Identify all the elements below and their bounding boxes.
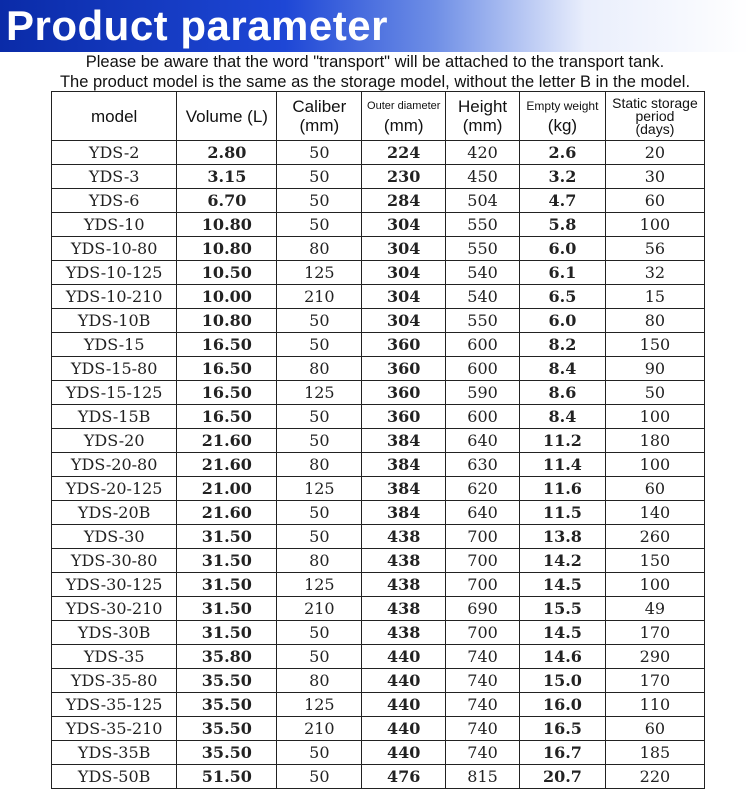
cell-empty-weight: 15.0: [519, 669, 605, 693]
cell-outer-diameter: 438: [362, 573, 446, 597]
cell-height: 550: [446, 213, 520, 237]
cell-height: 815: [446, 765, 520, 789]
table-row: [52, 549, 705, 573]
cell-outer-diameter: 304: [362, 261, 446, 285]
cell-caliber: 80: [277, 453, 362, 477]
cell-model: YDS-35-80: [52, 669, 177, 693]
cell-empty-weight: 8.4: [519, 405, 605, 429]
cell-caliber: 50: [277, 621, 362, 645]
cell-outer-diameter: 360: [362, 357, 446, 381]
cell-caliber: 80: [277, 357, 362, 381]
cell-caliber: 50: [277, 141, 362, 165]
cell-outer-diameter: 224: [362, 141, 446, 165]
cell-outer-diameter: 438: [362, 597, 446, 621]
cell-outer-diameter: 304: [362, 237, 446, 261]
cell-empty-weight: 8.4: [519, 357, 605, 381]
cell-storage-period: 50: [605, 381, 704, 405]
table-row: [52, 741, 705, 765]
page-title: Product parameter: [6, 2, 388, 49]
header-caliber-label: Caliber: [292, 97, 347, 116]
cell-height: 740: [446, 741, 520, 765]
cell-height: 640: [446, 501, 520, 525]
cell-storage-period: 100: [605, 453, 704, 477]
cell-volume: 6.70: [177, 189, 277, 213]
cell-volume: 10.50: [177, 261, 277, 285]
cell-storage-period: 100: [605, 405, 704, 429]
cell-model: YDS-20-80: [52, 453, 177, 477]
cell-height: 550: [446, 309, 520, 333]
cell-empty-weight: 8.6: [519, 381, 605, 405]
header-caliber: [277, 92, 362, 141]
cell-caliber: 80: [277, 237, 362, 261]
cell-empty-weight: 11.2: [519, 429, 605, 453]
cell-model: YDS-20: [52, 429, 177, 453]
cell-empty-weight: 20.7: [519, 765, 605, 789]
cell-empty-weight: 14.5: [519, 573, 605, 597]
cell-empty-weight: 6.5: [519, 285, 605, 309]
cell-volume: 35.80: [177, 645, 277, 669]
cell-height: 740: [446, 645, 520, 669]
cell-storage-period: 49: [605, 597, 704, 621]
cell-outer-diameter: 304: [362, 213, 446, 237]
cell-storage-period: 170: [605, 621, 704, 645]
cell-storage-period: 185: [605, 741, 704, 765]
cell-outer-diameter: 284: [362, 189, 446, 213]
cell-outer-diameter: 440: [362, 741, 446, 765]
header-height: [446, 92, 520, 141]
cell-empty-weight: 3.2: [519, 165, 605, 189]
table-row: [52, 717, 705, 741]
cell-volume: 31.50: [177, 525, 277, 549]
cell-model: YDS-15B: [52, 405, 177, 429]
table-row: [52, 309, 705, 333]
table-row: [52, 237, 705, 261]
table-row: [52, 381, 705, 405]
table-row: [52, 501, 705, 525]
table-row: [52, 141, 705, 165]
table-header-row: [52, 92, 705, 141]
cell-model: YDS-10: [52, 213, 177, 237]
cell-caliber: 210: [277, 597, 362, 621]
cell-model: YDS-30-125: [52, 573, 177, 597]
cell-storage-period: 15: [605, 285, 704, 309]
cell-height: 700: [446, 549, 520, 573]
table-row: [52, 429, 705, 453]
cell-volume: 3.15: [177, 165, 277, 189]
cell-empty-weight: 2.6: [519, 141, 605, 165]
table-row: [52, 405, 705, 429]
cell-volume: 10.80: [177, 237, 277, 261]
cell-height: 700: [446, 621, 520, 645]
cell-storage-period: 30: [605, 165, 704, 189]
table-row: [52, 285, 705, 309]
cell-height: 620: [446, 477, 520, 501]
cell-empty-weight: 14.6: [519, 645, 605, 669]
cell-model: YDS-15-125: [52, 381, 177, 405]
cell-empty-weight: 16.7: [519, 741, 605, 765]
cell-caliber: 50: [277, 333, 362, 357]
cell-storage-period: 32: [605, 261, 704, 285]
cell-model: YDS-15: [52, 333, 177, 357]
cell-storage-period: 180: [605, 429, 704, 453]
cell-model: YDS-2: [52, 141, 177, 165]
cell-outer-diameter: 230: [362, 165, 446, 189]
cell-model: YDS-30-210: [52, 597, 177, 621]
cell-empty-weight: 8.2: [519, 333, 605, 357]
cell-volume: 31.50: [177, 573, 277, 597]
cell-outer-diameter: 384: [362, 501, 446, 525]
cell-caliber: 125: [277, 381, 362, 405]
header-model: [52, 92, 177, 141]
cell-empty-weight: 15.5: [519, 597, 605, 621]
cell-model: YDS-10-125: [52, 261, 177, 285]
cell-model: YDS-30: [52, 525, 177, 549]
cell-height: 630: [446, 453, 520, 477]
cell-model: YDS-35-125: [52, 693, 177, 717]
cell-outer-diameter: 304: [362, 309, 446, 333]
cell-height: 740: [446, 669, 520, 693]
cell-empty-weight: 16.5: [519, 717, 605, 741]
cell-empty-weight: 6.0: [519, 309, 605, 333]
cell-volume: 31.50: [177, 621, 277, 645]
header-empty-weight-label: Empty weight: [526, 99, 599, 113]
cell-caliber: 125: [277, 573, 362, 597]
cell-volume: 10.80: [177, 309, 277, 333]
cell-outer-diameter: 440: [362, 645, 446, 669]
cell-storage-period: 60: [605, 189, 704, 213]
title-banner: [0, 0, 750, 52]
cell-volume: 16.50: [177, 405, 277, 429]
header-outer-diameter: [362, 92, 446, 141]
cell-storage-period: 90: [605, 357, 704, 381]
table-row: [52, 261, 705, 285]
cell-empty-weight: 14.5: [519, 621, 605, 645]
cell-outer-diameter: 384: [362, 477, 446, 501]
cell-outer-diameter: 476: [362, 765, 446, 789]
cell-volume: 16.50: [177, 357, 277, 381]
cell-model: YDS-30-80: [52, 549, 177, 573]
table-body: [52, 141, 705, 789]
cell-empty-weight: 11.5: [519, 501, 605, 525]
cell-volume: 35.50: [177, 717, 277, 741]
cell-volume: 21.60: [177, 453, 277, 477]
cell-outer-diameter: 304: [362, 285, 446, 309]
cell-caliber: 125: [277, 477, 362, 501]
header-height-label: Height: [458, 97, 508, 116]
cell-height: 600: [446, 357, 520, 381]
cell-volume: 35.50: [177, 669, 277, 693]
cell-caliber: 50: [277, 429, 362, 453]
cell-empty-weight: 16.0: [519, 693, 605, 717]
cell-caliber: 125: [277, 693, 362, 717]
cell-height: 504: [446, 189, 520, 213]
cell-outer-diameter: 438: [362, 525, 446, 549]
cell-model: YDS-10B: [52, 309, 177, 333]
table-row: [52, 189, 705, 213]
table-row: [52, 693, 705, 717]
cell-model: YDS-10-210: [52, 285, 177, 309]
cell-storage-period: 110: [605, 693, 704, 717]
table-row: [52, 477, 705, 501]
cell-height: 450: [446, 165, 520, 189]
cell-model: YDS-10-80: [52, 237, 177, 261]
cell-model: YDS-3: [52, 165, 177, 189]
cell-model: YDS-35: [52, 645, 177, 669]
cell-storage-period: 100: [605, 573, 704, 597]
cell-height: 740: [446, 693, 520, 717]
cell-model: YDS-6: [52, 189, 177, 213]
cell-volume: 16.50: [177, 381, 277, 405]
header-empty-weight: [519, 92, 605, 141]
cell-storage-period: 260: [605, 525, 704, 549]
cell-volume: 35.50: [177, 741, 277, 765]
cell-height: 600: [446, 405, 520, 429]
header-empty-weight-unit: (kg): [547, 116, 578, 135]
cell-outer-diameter: 438: [362, 621, 446, 645]
notice-line-1: Please be aware that the word "transport" will be attached to the transport tank.: [85, 53, 665, 71]
cell-volume: 10.80: [177, 213, 277, 237]
table-row: [52, 669, 705, 693]
cell-storage-period: 80: [605, 309, 704, 333]
cell-volume: 16.50: [177, 333, 277, 357]
cell-outer-diameter: 384: [362, 453, 446, 477]
cell-volume: 10.00: [177, 285, 277, 309]
table-row: [52, 765, 705, 789]
table-row: [52, 357, 705, 381]
cell-storage-period: 20: [605, 141, 704, 165]
cell-caliber: 80: [277, 669, 362, 693]
cell-height: 420: [446, 141, 520, 165]
header-static-storage-label: Static storage: [612, 94, 698, 111]
cell-outer-diameter: 440: [362, 717, 446, 741]
cell-caliber: 50: [277, 765, 362, 789]
cell-storage-period: 220: [605, 765, 704, 789]
cell-outer-diameter: 360: [362, 405, 446, 429]
cell-storage-period: 60: [605, 477, 704, 501]
cell-storage-period: 140: [605, 501, 704, 525]
cell-caliber: 50: [277, 309, 362, 333]
cell-volume: 31.50: [177, 549, 277, 573]
cell-storage-period: 150: [605, 549, 704, 573]
cell-volume: 35.50: [177, 693, 277, 717]
cell-caliber: 80: [277, 549, 362, 573]
cell-outer-diameter: 360: [362, 381, 446, 405]
cell-model: YDS-35-210: [52, 717, 177, 741]
cell-model: YDS-30B: [52, 621, 177, 645]
cell-empty-weight: 6.1: [519, 261, 605, 285]
cell-storage-period: 150: [605, 333, 704, 357]
table-row: [52, 165, 705, 189]
table-row: [52, 525, 705, 549]
table-row: [52, 645, 705, 669]
cell-volume: 21.00: [177, 477, 277, 501]
cell-outer-diameter: 440: [362, 669, 446, 693]
cell-caliber: 50: [277, 501, 362, 525]
table-row: [52, 453, 705, 477]
cell-empty-weight: 6.0: [519, 237, 605, 261]
cell-caliber: 210: [277, 717, 362, 741]
cell-empty-weight: 4.7: [519, 189, 605, 213]
cell-outer-diameter: 438: [362, 549, 446, 573]
cell-caliber: 50: [277, 189, 362, 213]
cell-empty-weight: 5.8: [519, 213, 605, 237]
cell-outer-diameter: 440: [362, 693, 446, 717]
cell-model: YDS-15-80: [52, 357, 177, 381]
cell-storage-period: 60: [605, 717, 704, 741]
cell-model: YDS-35B: [52, 741, 177, 765]
header-static-storage: [605, 92, 704, 141]
cell-caliber: 50: [277, 213, 362, 237]
table-row: [52, 573, 705, 597]
cell-height: 550: [446, 237, 520, 261]
header-outer-diameter-label: Outer diameter: [367, 100, 441, 112]
cell-height: 700: [446, 573, 520, 597]
cell-height: 690: [446, 597, 520, 621]
product-parameter-table: [51, 91, 705, 789]
table-row: [52, 213, 705, 237]
cell-storage-period: 170: [605, 669, 704, 693]
cell-caliber: 50: [277, 645, 362, 669]
cell-caliber: 50: [277, 405, 362, 429]
header-height-unit: (mm): [462, 116, 503, 135]
cell-empty-weight: 11.6: [519, 477, 605, 501]
cell-volume: 31.50: [177, 597, 277, 621]
cell-storage-period: 290: [605, 645, 704, 669]
cell-volume: 2.80: [177, 141, 277, 165]
cell-height: 640: [446, 429, 520, 453]
cell-caliber: 125: [277, 261, 362, 285]
cell-height: 590: [446, 381, 520, 405]
cell-volume: 51.50: [177, 765, 277, 789]
cell-outer-diameter: 384: [362, 429, 446, 453]
table-row: [52, 333, 705, 357]
header-static-storage-unit: (days): [635, 120, 675, 137]
cell-model: YDS-50B: [52, 765, 177, 789]
cell-height: 700: [446, 525, 520, 549]
cell-height: 600: [446, 333, 520, 357]
cell-storage-period: 100: [605, 213, 704, 237]
table-row: [52, 597, 705, 621]
header-static-storage-label-2: period: [635, 107, 675, 124]
cell-caliber: 50: [277, 525, 362, 549]
cell-caliber: 50: [277, 165, 362, 189]
cell-empty-weight: 14.2: [519, 549, 605, 573]
table-row: [52, 621, 705, 645]
notice-line-2: The product model is the same as the storage model, without the letter B in the model.: [59, 73, 691, 91]
header-volume: [177, 92, 277, 141]
cell-volume: 21.60: [177, 501, 277, 525]
header-model-label: model: [91, 106, 138, 126]
cell-caliber: 210: [277, 285, 362, 309]
cell-caliber: 50: [277, 741, 362, 765]
cell-empty-weight: 13.8: [519, 525, 605, 549]
cell-model: YDS-20-125: [52, 477, 177, 501]
header-outer-diameter-unit: (mm): [383, 116, 424, 135]
cell-height: 540: [446, 261, 520, 285]
cell-empty-weight: 11.4: [519, 453, 605, 477]
header-caliber-unit: (mm): [299, 116, 340, 135]
cell-model: YDS-20B: [52, 501, 177, 525]
cell-storage-period: 56: [605, 237, 704, 261]
cell-outer-diameter: 360: [362, 333, 446, 357]
cell-height: 740: [446, 717, 520, 741]
header-volume-label: Volume (L): [185, 106, 268, 126]
cell-height: 540: [446, 285, 520, 309]
cell-volume: 21.60: [177, 429, 277, 453]
